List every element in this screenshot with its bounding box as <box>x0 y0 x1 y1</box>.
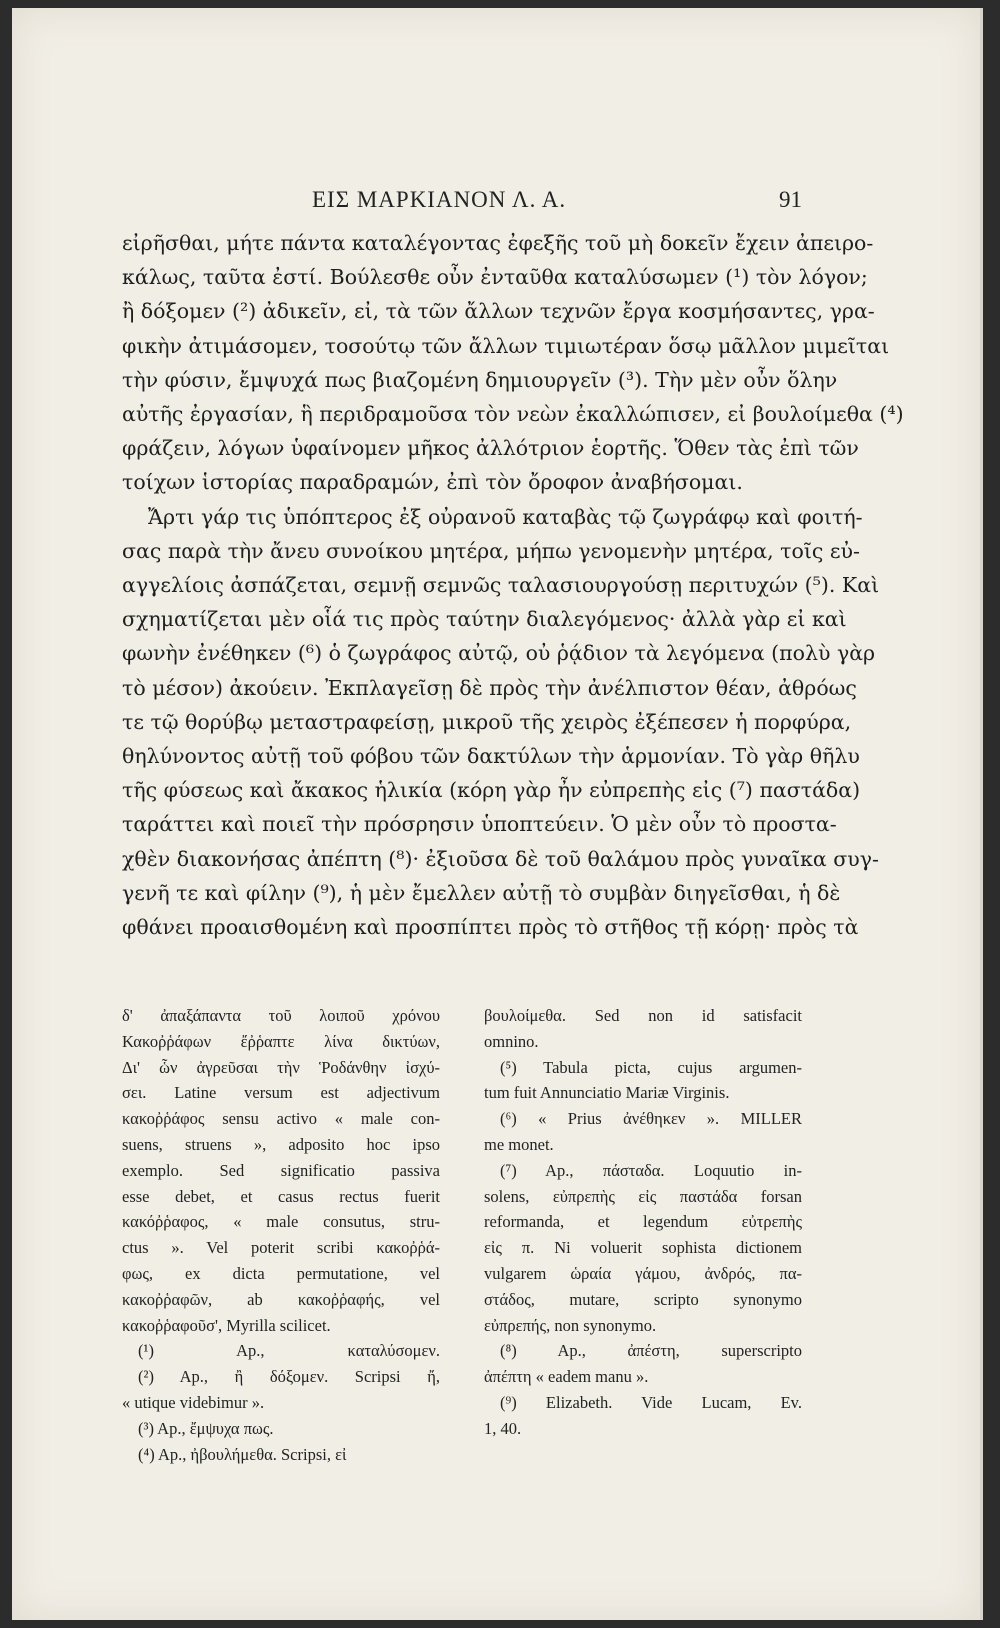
footnote-line: vulgarem ὡραία γάμου, ἀνδρός, πα- <box>484 1263 802 1283</box>
footnote-line: φως, ex dicta permutatione, vel <box>122 1263 440 1283</box>
footnote-line: εἰς π. Ni voluerit sophista dictionem <box>484 1238 802 1258</box>
text-line: τῆς φύσεως καὶ ἄκακος ἡλικία (κόρη γὰρ ἦν εὐπρεπὴς εἰς (⁷) παστάδα) <box>122 778 861 803</box>
text-line: αγγελίοις ἀσπάζεται, σεμνῇ σεμνῶς ταλασιουργούσῃ περιτυχών (⁵). Καὶ <box>122 573 880 598</box>
footnote-line: (³) Ap., ἔμψυχα πως. <box>138 1418 274 1438</box>
footnote-line: εὐπρεπής, non synonymo. <box>484 1315 657 1335</box>
footnote-line: ἀπέπτη « eadem manu ». <box>484 1367 649 1387</box>
footnote-line: κακόῤῥαφος, « male consutus, stru- <box>122 1212 440 1232</box>
footnote-line: (⁷) Ap., πάσταδα. Loquutio in- <box>500 1160 802 1180</box>
text-line: σας παρὰ τὴν ἄνευ συνοίκου μητέρα, μήπω γενομενὴν μητέρα, τοῖς εὐ- <box>122 538 860 563</box>
text-line: χθὲν διακονήσας ἀπέπτη (⁸)· ἐξιοῦσα δὲ τοῦ θαλάμου πρὸς γυναῖκα συγ- <box>122 846 879 871</box>
text-line: φικὴν ἀτιμάσομεν, τοσούτῳ τῶν ἄλλων τιμιωτέραν ὅσῳ μᾶλλον μιμεῖται <box>122 333 890 358</box>
text-line: τε τῷ θορύβῳ μεταστραφείσῃ, μικροῦ τῆς χειρὸς ἐξέπεσεν ἡ πορφύρα, <box>122 709 852 734</box>
footnote-line: δ' ἀπαξάπαντα τοῦ λοιποῦ χρόνου <box>122 1006 440 1025</box>
footnote-line: me monet. <box>484 1134 554 1154</box>
running-title: ΕΙΣ ΜΑΡΚΙΑΝΟΝ Λ. Α. <box>312 187 567 212</box>
text-line: τὴν φύσιν, ἔμψυχά πως βιαζομένη δημιουργεῖν (³). Τὴν μὲν οὖν ὅλην <box>122 367 838 392</box>
text-line: θηλύνοντος αὐτῇ τοῦ φόβου τῶν δακτύλων τὴν ἁρμονίαν. Τὸ γὰρ θῆλυ <box>122 744 860 769</box>
footnote-line: Κακοῤῥάφων ἔῤῥαπτε λίνα δικτύων, <box>122 1031 440 1051</box>
footnote-line: Δι' ὧν ἀγρεῦσαι τὴν Ῥοδάνθην ἰσχύ- <box>122 1057 440 1077</box>
text-line: κάλως, ταῦτα ἐστί. Βούλεσθε οὖν ἐνταῦθα καταλύσωμεν (¹) τὸν λόγον; <box>122 265 868 290</box>
text-line: σχηματίζεται μὲν οἷά τις πρὸς ταύτην διαλεγόμενος· ἀλλὰ γὰρ εἰ καὶ <box>122 607 847 632</box>
footnote-line: omnino. <box>484 1031 539 1051</box>
footnote-line: solens, εὐπρεπὴς εἰς παστάδα forsan <box>484 1186 802 1206</box>
page-header <box>122 183 802 223</box>
footnote-line: ctus ». Vel poterit scribi κακοῤῥά- <box>122 1238 440 1258</box>
footnote-line: exemplo. Sed significatio passiva <box>122 1160 440 1180</box>
text-line: ἢ δόξομεν (²) ἀδικεῖν, εἰ, τὰ τῶν ἄλλων τεχνῶν ἔργα κοσμήσαντες, γρα- <box>122 299 875 324</box>
footnote-line: suens, struens », adposito hoc ipso <box>122 1134 440 1154</box>
text-line: φράζειν, λόγων ὑφαίνομεν μῆκος ἀλλότριον ἑορτῆς. Ὅθεν τὰς ἐπὶ τῶν <box>122 436 859 461</box>
footnote-line: (⁹) Elizabeth. Vide Lucam, Ev. <box>500 1392 802 1412</box>
main-text <box>122 226 904 944</box>
footnote-line: reformanda, et legendum εὐτρεπὴς <box>484 1212 802 1232</box>
text-line: εἰρῆσθαι, μήτε πάντα καταλέγοντας ἐφεξῆς τοῦ μὴ δοκεῖν ἔχειν ἀπειρο- <box>122 231 874 255</box>
footnote-line: (¹) Ap., καταλύσομεν. <box>138 1341 440 1361</box>
text-line: φθάνει προαισθομένη καὶ προσπίπτει πρὸς τὸ στῆθος τῇ κόρῃ· πρὸς τὰ <box>122 915 859 940</box>
text-line: Ἄρτι γάρ τις ὑπόπτερος ἐξ οὐρανοῦ καταβὰς τῷ ζωγράφῳ καὶ φοιτή- <box>148 504 863 529</box>
footnote-line: σει. Latine versum est adjectivum <box>122 1083 440 1103</box>
footnotes-right-column <box>484 1003 802 1442</box>
text-line: τοίχων ἱστορίας παραδραμών, ἐπὶ τὸν ὄροφον ἀναβήσομαι. <box>122 470 743 495</box>
text-line: γενῆ τε καὶ φίλην (⁹), ἡ μὲν ἔμελλεν αὐτῇ τὸ συμβὰν διηγεῖσθαι, ἡ δὲ <box>122 880 841 905</box>
footnote-line: στάδος, mutare, scripto synonymo <box>484 1289 802 1309</box>
footnote-line: tum fuit Annunciatio Mariæ Virginis. <box>484 1083 730 1103</box>
text-line: φωνὴν ἐνέθηκεν (⁶) ὁ ζωγράφος αὐτῷ, οὐ ῥᾴδιον τὰ λεγόμενα (πολὺ γὰρ <box>122 641 876 666</box>
footnote-line: (²) Ap., ἢ δόξομεν. Scripsi ἤ, <box>138 1367 440 1387</box>
footnote-line: κακοῤῥαφοῦσ', Myrilla scilicet. <box>122 1315 331 1335</box>
page-number: 91 <box>779 187 802 212</box>
footnote-line: κακοῤῥαφῶν, ab κακοῤῥαφής, vel <box>122 1289 440 1309</box>
footnote-line: 1, 40. <box>484 1418 522 1438</box>
footnote-line: esse debet, et casus rectus fuerit <box>122 1186 440 1206</box>
footnote-line: κακοῤῥάφος sensu activo « male con- <box>122 1109 440 1129</box>
text-line: ταράττει καὶ ποιεῖ τὴν πρόσρησιν ὑποπτεύειν. Ὁ μὲν οὖν τὸ προστα- <box>122 812 837 837</box>
footnote-line: « utique videbimur ». <box>122 1392 265 1412</box>
text-line: αὐτῆς ἐργασίαν, ἣ περιδραμοῦσα τὸν νεὼν ἐκαλλώπισεν, εἰ βουλοίμεθα (⁴) <box>122 402 904 427</box>
footnote-line: (⁴) Ap., ἠβουλήμεθα. Scripsi, εἰ <box>138 1444 347 1464</box>
footnote-line: (⁸) Ap., ἀπέστη, superscripto <box>500 1341 802 1361</box>
footnote-line: (⁶) « Prius ἀνέθηκεν ». MILLER <box>500 1109 802 1129</box>
footnote-line: (⁵) Tabula picta, cujus argumen- <box>500 1057 802 1077</box>
footnote-line: βουλοίμεθα. Sed non id satisfacit <box>484 1006 802 1025</box>
footnotes-left-column <box>122 1003 440 1467</box>
book-page <box>12 8 983 1620</box>
text-line: τὸ μέσον) ἀκούειν. Ἐκπλαγεῖσῃ δὲ πρὸς τὴν ἀνέλπιστον θέαν, ἀθρόως <box>122 675 857 700</box>
